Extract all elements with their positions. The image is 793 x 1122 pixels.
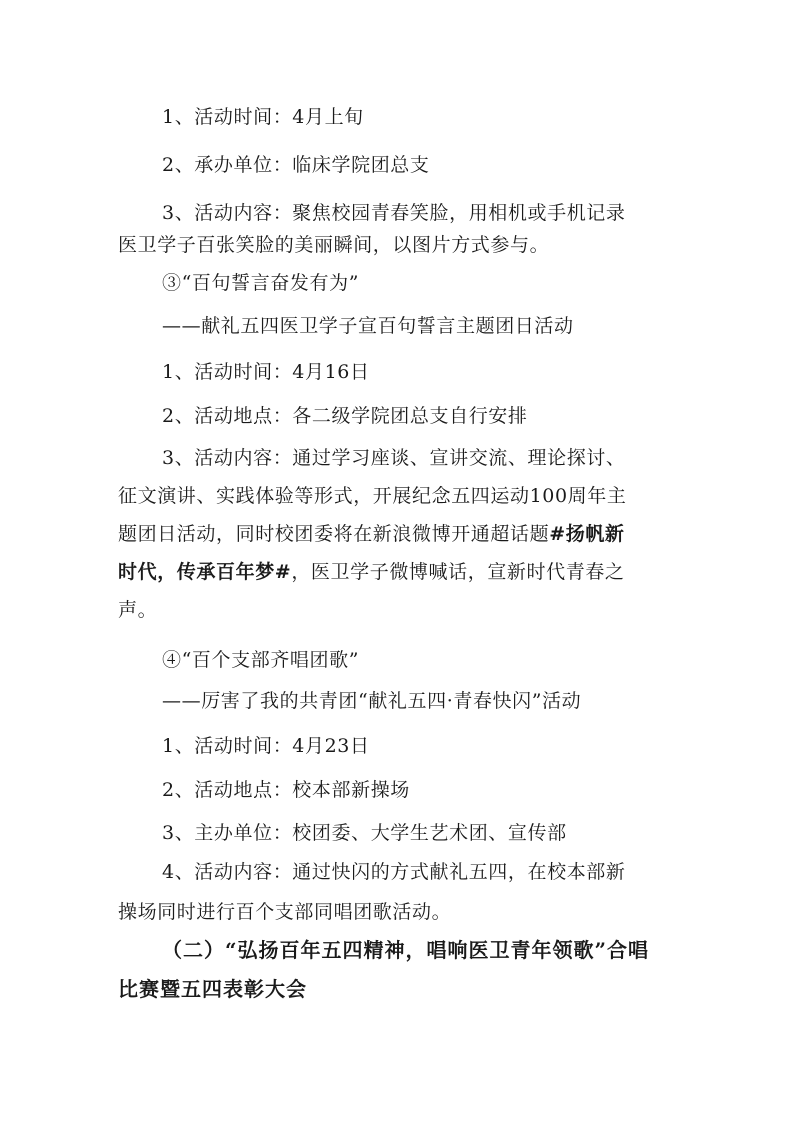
paragraph-line [118,559,688,585]
paragraph-line: 1、活动时间：4月上旬 [162,106,364,128]
paragraph-line: 4、活动内容：通过快闪的方式献礼五四，在校本部新 [162,861,626,883]
paragraph-line: 3、活动内容：聚焦校园青春笑脸，用相机或手机记录 [162,202,626,224]
paragraph-line: 1、活动时间：4月23日 [162,735,370,757]
section-title: ④“百个支部齐唱团歌” [162,649,360,671]
section-subtitle: ——献礼五四医卫学子宣百句誓言主题团日活动 [162,315,574,337]
section-heading: （二）“弘扬百年五四精神，唱响医卫青年领歌”合唱 [162,938,650,962]
paragraph-line: 3、活动内容：通过学习座谈、宣讲交流、理论探讨、 [162,447,626,469]
paragraph-line: 2、活动地点：校本部新操场 [162,779,410,801]
paragraph-line: 2、承办单位：临床学院团总支 [162,154,430,176]
paragraph-line: 操场同时进行百个支部同唱团歌活动。 [118,901,452,923]
section-heading: 比赛暨五四表彰大会 [118,977,307,1001]
section-subtitle: ——厉害了我的共青团“献礼五四·青春快闪”活动 [162,690,582,712]
paragraph-line: 1、活动时间：4月16日 [162,361,370,383]
paragraph-line: 2、活动地点：各二级学院团总支自行安排 [162,405,528,427]
paragraph-text: ，医卫学子微博喊话，宣新时代青春之 [291,561,625,583]
hashtag-text: #扬帆新 [549,523,625,545]
paragraph-line: 声。 [118,599,158,621]
paragraph-line [118,521,688,547]
section-title: ③“百句誓言奋发有为” [162,272,360,294]
hashtag-text: 时代，传承百年梦# [118,561,292,583]
paragraph-line: 征文演讲、实践体验等形式，开展纪念五四运动100周年主 [118,485,627,507]
paragraph-line: 3、主办单位：校团委、大学生艺术团、宣传部 [162,822,567,844]
paragraph-text: 题团日活动，同时校团委将在新浪微博开通超话题 [118,523,550,545]
paragraph-line: 医卫学子百张笑脸的美丽瞬间，以图片方式参与。 [118,234,550,256]
